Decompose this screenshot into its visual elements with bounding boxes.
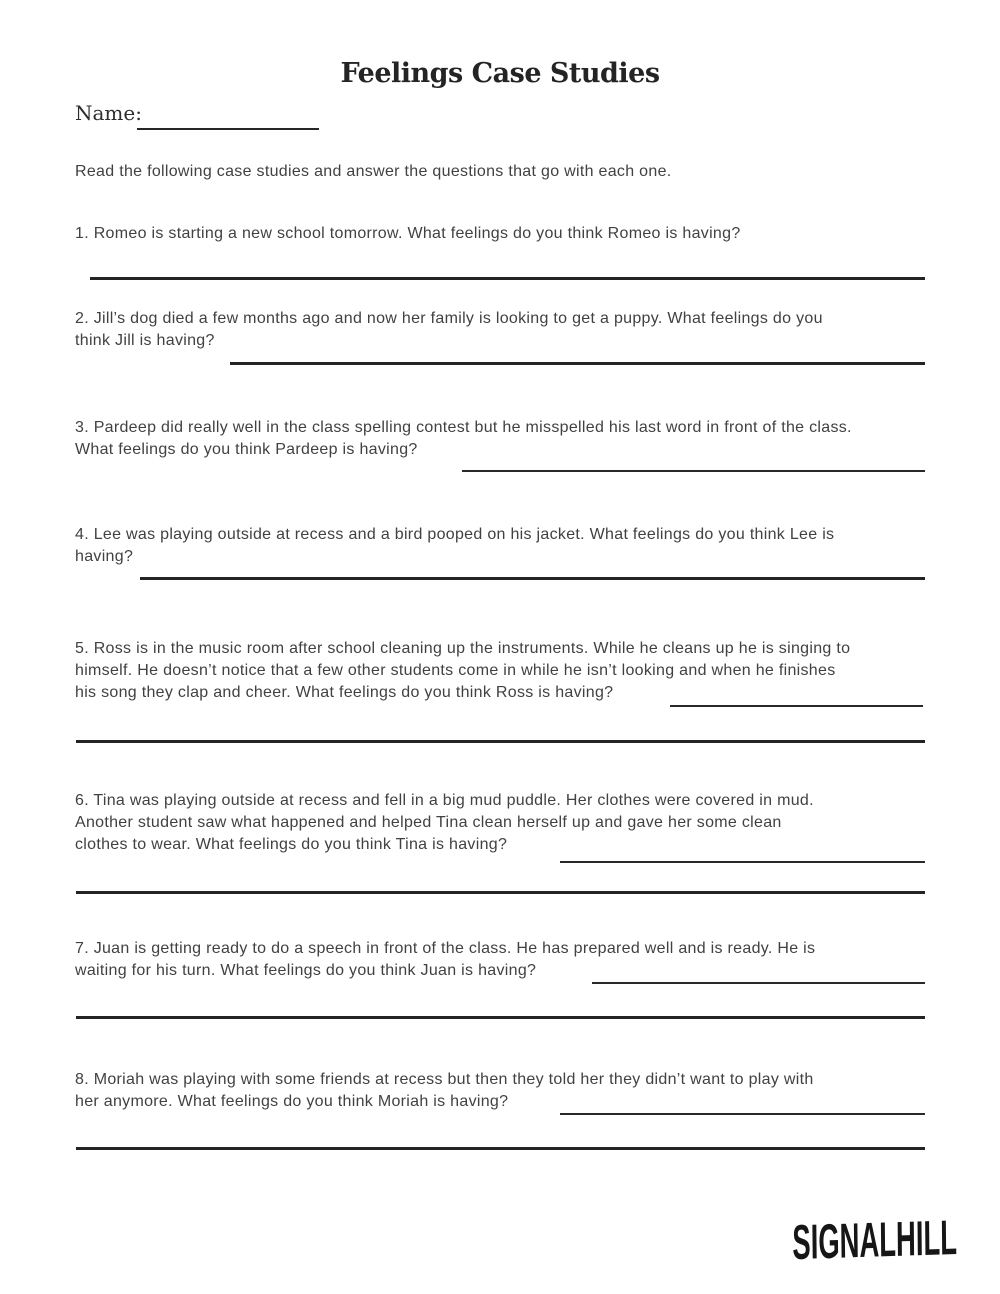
- question-5-text-line: himself. He doesn’t notice that a few other students come in while he isn’t looking and when he finishes: [75, 662, 836, 679]
- question-7: [75, 938, 945, 982]
- question-5-answer-line: [670, 705, 923, 707]
- question-6-text-line: clothes to wear. What feelings do you think Tina is having?: [75, 836, 508, 853]
- question-2-text-line: 2. Jill’s dog died a few months ago and now her family is looking to get a puppy. What feelings do you: [75, 310, 823, 327]
- question-1: [75, 223, 945, 245]
- question-1-answer-line: [90, 277, 925, 280]
- question-2: [75, 308, 945, 352]
- question-7-text-line: waiting for his turn. What feelings do you think Juan is having?: [75, 962, 537, 979]
- question-8-text-line: her anymore. What feelings do you think Moriah is having?: [75, 1093, 509, 1110]
- question-3: [75, 417, 945, 461]
- question-6-answer-line-2: [76, 891, 925, 894]
- signal-hill-logo: SIGNALHILL: [792, 1211, 958, 1271]
- question-6-text-line: Another student saw what happened and helped Tina clean herself up and gave her some clean: [75, 814, 782, 831]
- question-4: [75, 524, 945, 568]
- question-5-text-line: 5. Ross is in the music room after school cleaning up the instruments. While he cleans up he is singing to: [75, 640, 851, 657]
- question-3-text-line: What feelings do you think Pardeep is having?: [75, 441, 418, 458]
- question-6: [75, 790, 945, 856]
- question-3-text-line: 3. Pardeep did really well in the class spelling contest but he misspelled his last word in front of the class.: [75, 419, 852, 436]
- question-6-answer-line: [560, 861, 925, 863]
- question-2-text-line: think Jill is having?: [75, 332, 215, 349]
- question-2-answer-line: [230, 362, 925, 365]
- page-title: Feelings Case Studies: [340, 58, 660, 89]
- question-8-answer-line-2: [76, 1147, 925, 1150]
- question-6-text-line: 6. Tina was playing outside at recess and fell in a big mud puddle. Her clothes were covered in mud.: [75, 792, 814, 809]
- name-answer-line: [137, 128, 319, 130]
- question-7-text-line: 7. Juan is getting ready to do a speech in front of the class. He has prepared well and is ready. He is: [75, 940, 816, 957]
- question-1-text-line: 1. Romeo is starting a new school tomorrow. What feelings do you think Romeo is having?: [75, 225, 741, 242]
- question-5-text-line: his song they clap and cheer. What feelings do you think Ross is having?: [75, 684, 614, 701]
- instructions-text: Read the following case studies and answer the questions that go with each one.: [75, 163, 672, 180]
- question-7-answer-line-2: [76, 1016, 925, 1019]
- question-4-answer-line: [140, 577, 925, 580]
- question-4-text-line: having?: [75, 548, 134, 565]
- question-4-text-line: 4. Lee was playing outside at recess and a bird pooped on his jacket. What feelings do you think Lee is: [75, 526, 835, 543]
- question-8-answer-line: [560, 1113, 925, 1115]
- question-5: [75, 638, 945, 704]
- question-7-answer-line: [592, 982, 925, 984]
- question-8: [75, 1069, 945, 1113]
- name-label: Name:: [75, 101, 142, 125]
- question-5-answer-line-2: [76, 740, 925, 743]
- question-8-text-line: 8. Moriah was playing with some friends at recess but then they told her they didn’t want to play with: [75, 1071, 814, 1088]
- question-3-answer-line: [462, 470, 925, 472]
